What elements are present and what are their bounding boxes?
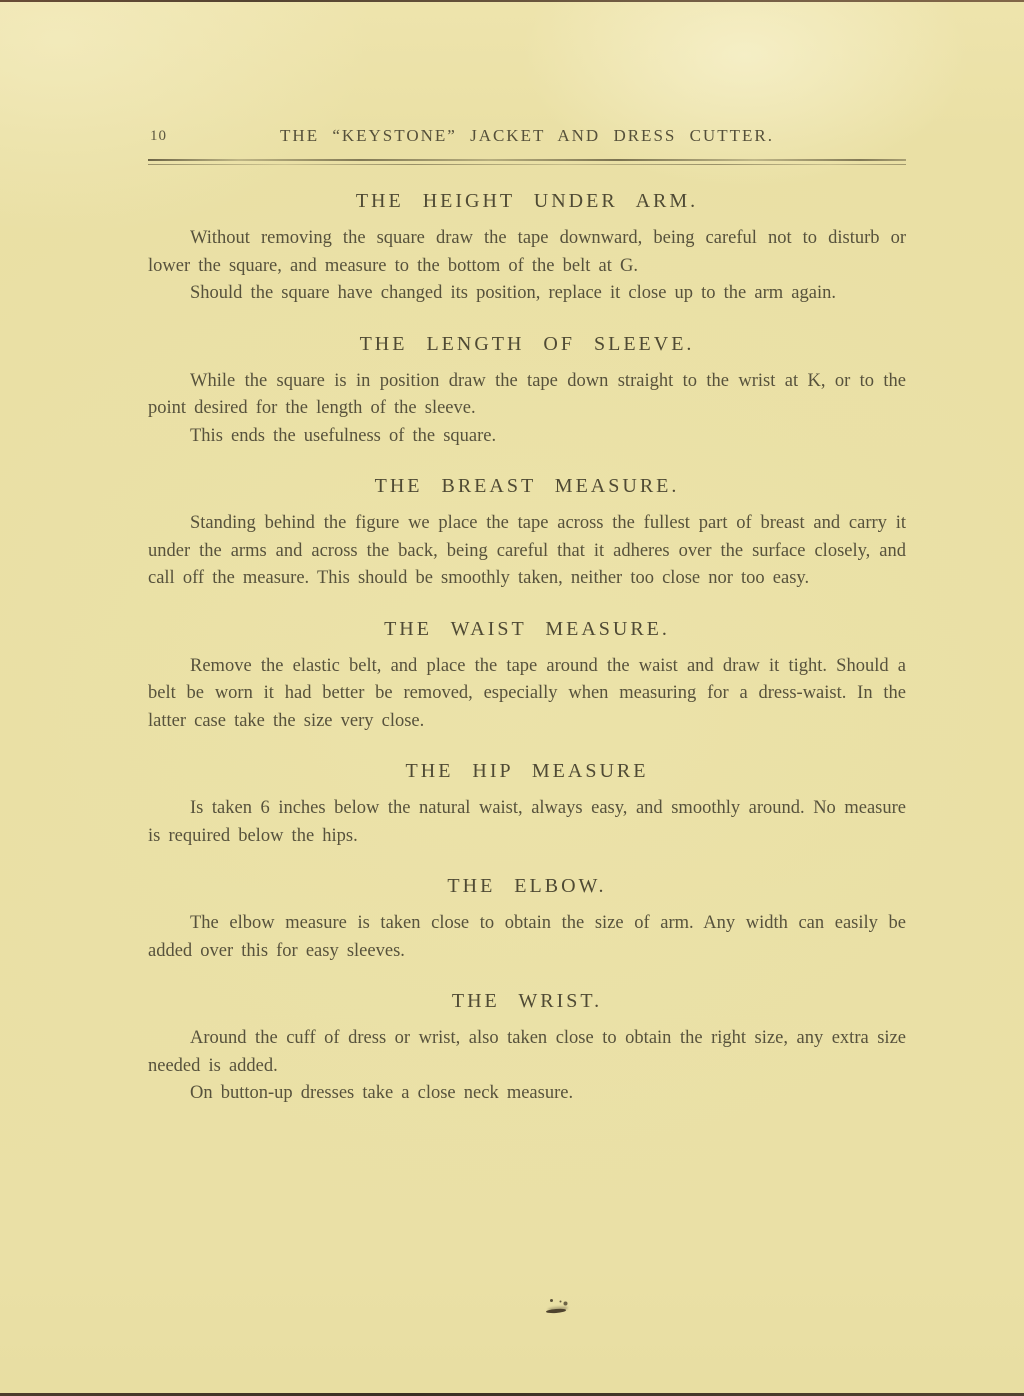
section-heading: THE ELBOW.	[447, 875, 607, 897]
section-hip-measure	[148, 759, 906, 850]
section-waist-measure	[148, 617, 906, 736]
paragraph: Without removing the square draw the tape downward, being careful not to disturb or lower the square, and measure to the bottom of the belt at G.	[148, 228, 906, 276]
paragraph: On button-up dresses take a close neck measure.	[190, 1083, 574, 1103]
paragraph: The elbow measure is taken close to obtain the size of arm. Any width can easily be added over this for easy sleeves.	[148, 913, 906, 961]
paragraph: Is taken 6 inches below the natural waist, always easy, and smoothly around. No measure is required below the hips.	[148, 798, 906, 846]
paragraph: Should the square have changed its position, replace it close up to the arm again.	[190, 283, 836, 303]
paragraph: While the square is in position draw the tape down straight to the wrist at K, or to the point desired for the length of the sleeve.	[148, 370, 906, 418]
section-heading: THE LENGTH OF SLEEVE.	[359, 332, 695, 355]
running-title: THE “KEYSTONE” JACKET AND DRESS CUTTER.	[280, 126, 774, 145]
rule-line-bottom	[148, 164, 906, 165]
section-height-under-arm	[148, 189, 906, 308]
section-wrist	[148, 989, 906, 1108]
section-heading: THE WRIST.	[451, 990, 603, 1012]
paragraph: Remove the elastic belt, and place the tape around the waist and draw it tight. Should a belt be worn it had better be removed, especially when measuring for a dress-waist. In the latter case take the size very close.	[148, 655, 906, 731]
header-double-rule	[148, 159, 906, 165]
section-heading: THE HEIGHT UNDER ARM.	[355, 190, 699, 212]
section-heading: THE HIP MEASURE	[405, 760, 649, 782]
paragraph: Around the cuff of dress or wrist, also taken close to obtain the right size, any extra size needed is added.	[148, 1028, 906, 1076]
section-breast-measure	[148, 474, 906, 593]
page-top-edge-shadow	[0, 0, 1024, 2]
running-head	[148, 126, 906, 150]
ink-smudge-icon	[546, 1297, 580, 1317]
section-heading: THE BREAST MEASURE.	[374, 475, 680, 497]
section-length-of-sleeve	[148, 332, 906, 451]
page-content	[148, 126, 906, 1108]
paragraph: This ends the usefulness of the square.	[190, 425, 497, 446]
rule-line-top	[148, 159, 906, 161]
paragraph: Standing behind the figure we place the tape across the fullest part of breast and carry it under the arms and across the back, being careful that it adheres over the surface closely, and call off the measure. This should be smoothly taken, neither too close nor too easy.	[148, 513, 906, 588]
section-elbow	[148, 874, 906, 965]
section-heading: THE WAIST MEASURE.	[384, 617, 670, 640]
page-number: 10	[150, 128, 167, 144]
